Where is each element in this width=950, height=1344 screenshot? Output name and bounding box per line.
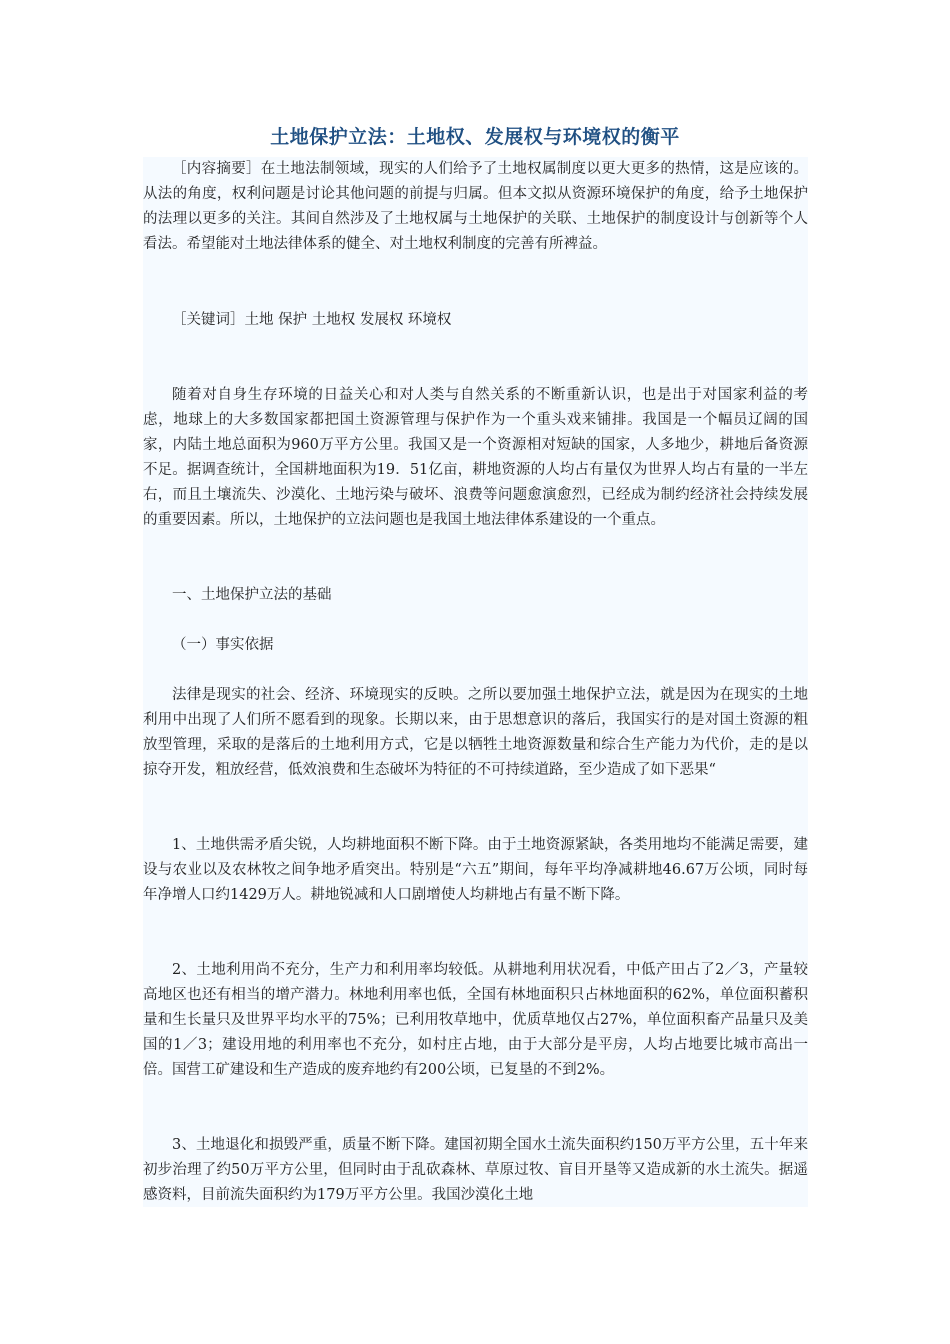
section-heading-1: 一、土地保护立法的基础 bbox=[172, 587, 332, 603]
intro-paragraph: 随着对自身生存环境的日益关心和对人类与自然关系的不断重新认识，也是出于对国家利益的考虑，地球上的大多数国家都把国土资源管理与保护作为一个重头戏来铺排。我国是一个幅员辽阔的国家，内陆土地总面积为960万平方公里。我国又是一个资源相对短缺的国家，人多地少，耕地后备资源不足。据调查统计，全国耕地面积为19．51亿亩，耕地资源的人均占有量仅为世界人均占有量的一半左右，而且土壤流失、沙漠化、土地污染与破坏、浪费等问题愈演愈烈，已经成为制约经济社会持续发展的重要因素。所以，土地保护的立法问题也是我国土地法律体系建设的一个重点。 bbox=[143, 387, 808, 528]
abstract-paragraph: ［内容摘要］在土地法制领域，现实的人们给予了土地权属制度以更大更多的热情，这是应该的。从法的角度，权利问题是讨论其他问题的前提与归属。但本文拟从资源环境保护的角度，给予土地保护的法理以更多的关注。其间自然涉及了土地权属与土地保护的关联、土地保护的制度设计与创新等个人看法。希望能对土地法律体系的健全、对土地权利制度的完善有所裨益。 bbox=[143, 161, 808, 252]
fact-paragraph: 法律是现实的社会、经济、环境现实的反映。之所以要加强土地保护立法，就是因为在现实的土地利用中出现了人们所不愿看到的现象。长期以来，由于思想意识的落后，我国实行的是对国土资源的粗放型管理，采取的是落后的土地利用方式，它是以牺牲土地资源数量和综合生产能力为代价，走的是以掠夺开发，粗放经营，低效浪费和生态破坏为特征的不可持续道路，至少造成了如下恶果“ bbox=[143, 687, 808, 778]
article-body bbox=[143, 157, 808, 1207]
document-title: 土地保护立法：土地权、发展权与环境权的衡平 bbox=[270, 126, 680, 148]
keywords-line: ［关键词］土地 保护 土地权 发展权 环境权 bbox=[172, 312, 452, 328]
list-item-1: 1、土地供需矛盾尖锐，人均耕地面积不断下降。由于土地资源紧缺，各类用地均不能满足需要，建设与农业以及农林牧之间争地矛盾突出。特别是“六五”期间，每年平均净减耕地46.67万公顷，同时每年净增人口约1429万人。耕地锐减和人口剧增使人均耕地占有量不断下降。 bbox=[143, 837, 808, 903]
subsection-heading-1: （一）事实依据 bbox=[172, 637, 274, 653]
list-item-3: 3、土地退化和损毁严重，质量不断下降。建国初期全国水土流失面积约150万平方公里，五十年来初步治理了约50万平方公里，但同时由于乱砍森林、草原过牧、盲目开垦等又造成新的水土流失。据遥感资料，目前流失面积约为179万平方公里。我国沙漠化土地 bbox=[143, 1137, 808, 1203]
list-item-2: 2、土地利用尚不充分，生产力和利用率均较低。从耕地利用状况看，中低产田占了2／3，产量较高地区也还有相当的增产潜力。林地利用率也低，全国有林地面积只占林地面积的62%，单位面积蓄积量和生长量只及世界平均水平的75%；已利用牧草地中，优质草地仅占27%，单位面积畜产品量只及美国的1／3；建设用地的利用率也不充分，如村庄占地，由于大部分是平房，人均占地要比城市高出一倍。国营工矿建设和生产造成的废弃地约有200公顷，已复垦的不到2%。 bbox=[143, 962, 808, 1078]
